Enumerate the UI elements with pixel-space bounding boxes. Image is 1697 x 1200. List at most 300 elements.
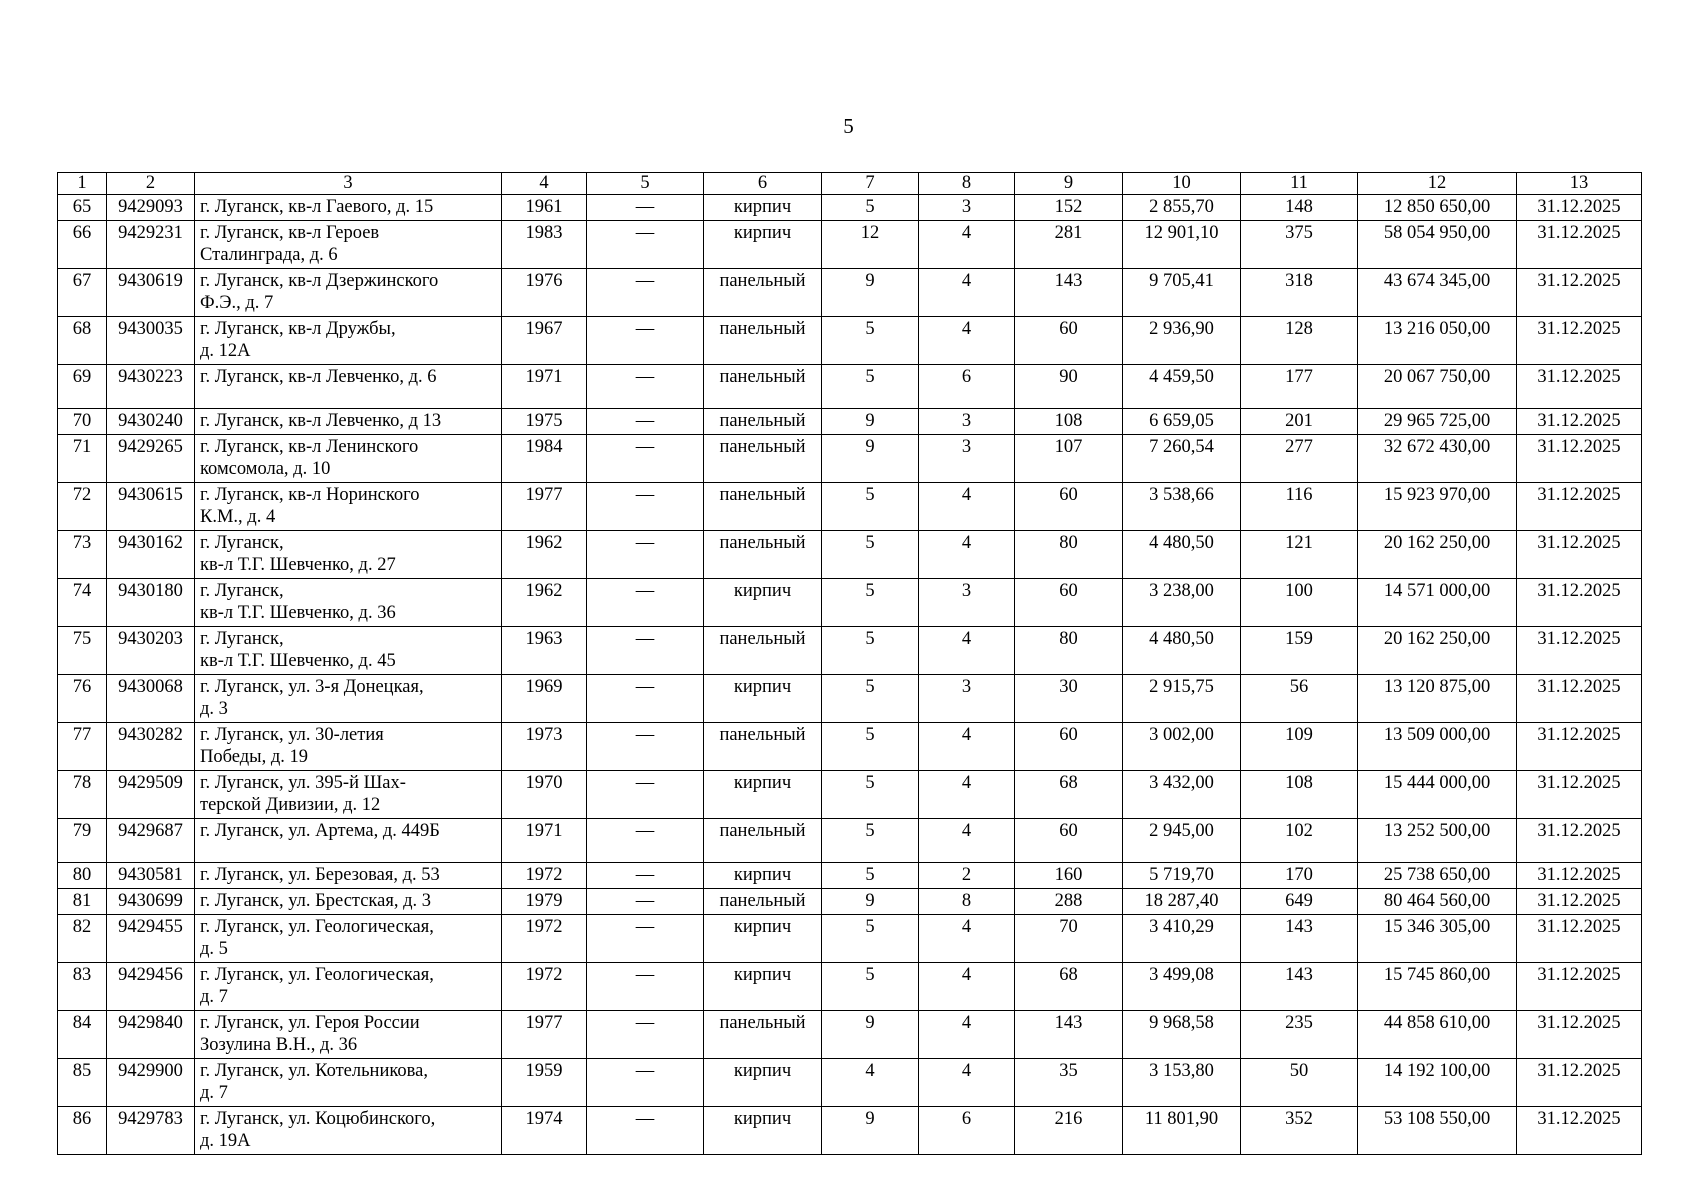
table-row (58, 1107, 1642, 1155)
cell-area: 4 459,50 (1123, 365, 1241, 409)
address-line: Ф.Э., д. 7 (200, 293, 274, 313)
cell-column-5: — (587, 435, 704, 483)
cell-address (195, 1107, 502, 1155)
cell-residents: 318 (1241, 269, 1358, 317)
cell-build-year: 1984 (502, 435, 587, 483)
table-row (58, 889, 1642, 915)
cell-area: 18 287,40 (1123, 889, 1241, 915)
table-row (58, 863, 1642, 889)
cell-cost: 13 252 500,00 (1358, 819, 1517, 863)
cell-floors: 5 (822, 483, 919, 531)
cell-floors: 9 (822, 435, 919, 483)
cell-apartments: 68 (1015, 963, 1123, 1011)
cell-row-number: 84 (58, 1011, 107, 1059)
address-line: г. Луганск, ул. 395-й Шах- (200, 773, 406, 793)
cell-cost: 44 858 610,00 (1358, 1011, 1517, 1059)
cell-cost: 15 745 860,00 (1358, 963, 1517, 1011)
cell-cost: 13 120 875,00 (1358, 675, 1517, 723)
cell-entrances: 4 (919, 483, 1015, 531)
table-row (58, 723, 1642, 771)
cell-build-year: 1976 (502, 269, 587, 317)
cell-address (195, 483, 502, 531)
cell-cost: 20 067 750,00 (1358, 365, 1517, 409)
cell-wall-material: кирпич (704, 915, 822, 963)
cell-area: 3 538,66 (1123, 483, 1241, 531)
cell-wall-material: панельный (704, 819, 822, 863)
address-line: Зозулина В.Н., д. 36 (200, 1035, 358, 1055)
column-header-1: 1 (58, 173, 107, 195)
cell-build-year: 1963 (502, 627, 587, 675)
cell-cost: 80 464 560,00 (1358, 889, 1517, 915)
cell-cost: 32 672 430,00 (1358, 435, 1517, 483)
cell-deadline: 31.12.2025 (1517, 1107, 1642, 1155)
cell-entrances: 4 (919, 531, 1015, 579)
cell-wall-material: кирпич (704, 221, 822, 269)
cell-deadline: 31.12.2025 (1517, 409, 1642, 435)
cell-wall-material: кирпич (704, 771, 822, 819)
cell-area: 7 260,54 (1123, 435, 1241, 483)
cell-column-5: — (587, 1059, 704, 1107)
cell-row-number: 69 (58, 365, 107, 409)
cell-wall-material: панельный (704, 483, 822, 531)
cell-residents: 177 (1241, 365, 1358, 409)
cell-address (195, 627, 502, 675)
cell-apartments: 90 (1015, 365, 1123, 409)
table-row (58, 675, 1642, 723)
cell-floors: 5 (822, 771, 919, 819)
cell-cost: 20 162 250,00 (1358, 627, 1517, 675)
address-line: г. Луганск, ул. Геологическая, (200, 965, 434, 985)
cell-cadastral-code: 9429093 (107, 195, 195, 221)
cell-address (195, 269, 502, 317)
cell-cost: 58 054 950,00 (1358, 221, 1517, 269)
cell-apartments: 70 (1015, 915, 1123, 963)
cell-deadline: 31.12.2025 (1517, 435, 1642, 483)
cell-cost: 43 674 345,00 (1358, 269, 1517, 317)
cell-wall-material: кирпич (704, 1107, 822, 1155)
cell-entrances: 3 (919, 579, 1015, 627)
cell-column-5: — (587, 863, 704, 889)
cell-column-5: — (587, 221, 704, 269)
cell-residents: 102 (1241, 819, 1358, 863)
cell-entrances: 6 (919, 1107, 1015, 1155)
cell-build-year: 1977 (502, 483, 587, 531)
column-header-7: 7 (822, 173, 919, 195)
cell-cadastral-code: 9430282 (107, 723, 195, 771)
cell-area: 12 901,10 (1123, 221, 1241, 269)
cell-residents: 235 (1241, 1011, 1358, 1059)
cell-apartments: 80 (1015, 531, 1123, 579)
cell-wall-material: кирпич (704, 1059, 822, 1107)
table-row (58, 365, 1642, 409)
cell-area: 2 936,90 (1123, 317, 1241, 365)
cell-column-5: — (587, 963, 704, 1011)
cell-residents: 148 (1241, 195, 1358, 221)
cell-area: 9 968,58 (1123, 1011, 1241, 1059)
cell-row-number: 73 (58, 531, 107, 579)
column-header-5: 5 (587, 173, 704, 195)
cell-row-number: 79 (58, 819, 107, 863)
cell-wall-material: панельный (704, 435, 822, 483)
address-line: г. Луганск, кв-л Героев (200, 223, 380, 243)
cell-residents: 109 (1241, 723, 1358, 771)
cell-apartments: 68 (1015, 771, 1123, 819)
cell-cadastral-code: 9429783 (107, 1107, 195, 1155)
table-row (58, 579, 1642, 627)
cell-area: 3 410,29 (1123, 915, 1241, 963)
cell-entrances: 3 (919, 409, 1015, 435)
address-line: г. Луганск, ул. Брестская, д. 3 (200, 891, 432, 911)
cell-residents: 50 (1241, 1059, 1358, 1107)
cell-column-5: — (587, 675, 704, 723)
cell-deadline: 31.12.2025 (1517, 819, 1642, 863)
cell-area: 2 915,75 (1123, 675, 1241, 723)
cell-deadline: 31.12.2025 (1517, 1011, 1642, 1059)
cell-deadline: 31.12.2025 (1517, 195, 1642, 221)
cell-address (195, 819, 502, 863)
cell-address (195, 1059, 502, 1107)
column-header-9: 9 (1015, 173, 1123, 195)
cell-wall-material: кирпич (704, 195, 822, 221)
cell-cadastral-code: 9429900 (107, 1059, 195, 1107)
cell-address (195, 317, 502, 365)
cell-area: 3 238,00 (1123, 579, 1241, 627)
address-line: г. Луганск, ул. Геологическая, (200, 917, 434, 937)
table-row (58, 1059, 1642, 1107)
cell-apartments: 80 (1015, 627, 1123, 675)
cell-wall-material: кирпич (704, 963, 822, 1011)
cell-deadline: 31.12.2025 (1517, 269, 1642, 317)
address-line: г. Луганск, ул. Котельникова, (200, 1061, 428, 1081)
address-line: г. Луганск, кв-л Дружбы, (200, 319, 396, 339)
cell-cost: 14 571 000,00 (1358, 579, 1517, 627)
column-header-6: 6 (704, 173, 822, 195)
table-row (58, 317, 1642, 365)
cell-address (195, 863, 502, 889)
address-line: д. 5 (200, 939, 228, 959)
address-line: кв-л Т.Г. Шевченко, д. 45 (200, 651, 396, 671)
column-header-12: 12 (1358, 173, 1517, 195)
cell-row-number: 72 (58, 483, 107, 531)
cell-area: 2 945,00 (1123, 819, 1241, 863)
address-line: г. Луганск, кв-л Левченко, д 13 (200, 411, 442, 431)
cell-wall-material: кирпич (704, 579, 822, 627)
cell-floors: 9 (822, 409, 919, 435)
cell-address (195, 723, 502, 771)
cell-build-year: 1974 (502, 1107, 587, 1155)
cell-row-number: 77 (58, 723, 107, 771)
cell-entrances: 8 (919, 889, 1015, 915)
cell-apartments: 152 (1015, 195, 1123, 221)
cell-column-5: — (587, 1107, 704, 1155)
cell-deadline: 31.12.2025 (1517, 579, 1642, 627)
cell-address (195, 195, 502, 221)
cell-cadastral-code: 9430619 (107, 269, 195, 317)
cell-residents: 649 (1241, 889, 1358, 915)
cell-cadastral-code: 9430068 (107, 675, 195, 723)
cell-residents: 201 (1241, 409, 1358, 435)
cell-row-number: 85 (58, 1059, 107, 1107)
cell-column-5: — (587, 1011, 704, 1059)
cell-residents: 116 (1241, 483, 1358, 531)
cell-cost: 15 346 305,00 (1358, 915, 1517, 963)
cell-column-5: — (587, 409, 704, 435)
cell-area: 5 719,70 (1123, 863, 1241, 889)
table-row (58, 409, 1642, 435)
cell-row-number: 66 (58, 221, 107, 269)
address-line: терской Дивизии, д. 12 (200, 795, 381, 815)
cell-entrances: 3 (919, 675, 1015, 723)
cell-column-5: — (587, 771, 704, 819)
cell-apartments: 143 (1015, 269, 1123, 317)
cell-cadastral-code: 9429456 (107, 963, 195, 1011)
cell-residents: 121 (1241, 531, 1358, 579)
cell-build-year: 1959 (502, 1059, 587, 1107)
cell-cadastral-code: 9430223 (107, 365, 195, 409)
buildings-table (57, 172, 1642, 1155)
cell-build-year: 1971 (502, 365, 587, 409)
table-row (58, 771, 1642, 819)
cell-deadline: 31.12.2025 (1517, 675, 1642, 723)
cell-floors: 5 (822, 195, 919, 221)
cell-entrances: 6 (919, 365, 1015, 409)
column-header-13: 13 (1517, 173, 1642, 195)
cell-area: 4 480,50 (1123, 531, 1241, 579)
cell-cadastral-code: 9430615 (107, 483, 195, 531)
cell-floors: 4 (822, 1059, 919, 1107)
cell-row-number: 83 (58, 963, 107, 1011)
cell-residents: 159 (1241, 627, 1358, 675)
cell-build-year: 1971 (502, 819, 587, 863)
cell-cadastral-code: 9429231 (107, 221, 195, 269)
cell-floors: 5 (822, 531, 919, 579)
cell-column-5: — (587, 627, 704, 675)
column-header-2: 2 (107, 173, 195, 195)
column-header-4: 4 (502, 173, 587, 195)
cell-column-5: — (587, 483, 704, 531)
table-row (58, 195, 1642, 221)
address-line: г. Луганск, ул. Артема, д. 449Б (200, 821, 440, 841)
cell-deadline: 31.12.2025 (1517, 483, 1642, 531)
cell-address (195, 915, 502, 963)
cell-cadastral-code: 9429687 (107, 819, 195, 863)
address-line: г. Луганск, ул. 3-я Донецкая, (200, 677, 424, 697)
address-line: д. 19А (200, 1131, 251, 1151)
cell-floors: 5 (822, 915, 919, 963)
cell-wall-material: панельный (704, 409, 822, 435)
address-line: г. Луганск, кв-л Гаевого, д. 15 (200, 197, 434, 217)
cell-residents: 100 (1241, 579, 1358, 627)
cell-entrances: 4 (919, 1059, 1015, 1107)
address-line: д. 12А (200, 341, 251, 361)
cell-floors: 5 (822, 317, 919, 365)
cell-row-number: 80 (58, 863, 107, 889)
cell-area: 2 855,70 (1123, 195, 1241, 221)
cell-apartments: 281 (1015, 221, 1123, 269)
cell-build-year: 1977 (502, 1011, 587, 1059)
cell-entrances: 4 (919, 317, 1015, 365)
cell-cost: 29 965 725,00 (1358, 409, 1517, 435)
cell-apartments: 60 (1015, 819, 1123, 863)
cell-cadastral-code: 9429509 (107, 771, 195, 819)
cell-row-number: 67 (58, 269, 107, 317)
cell-build-year: 1961 (502, 195, 587, 221)
cell-deadline: 31.12.2025 (1517, 771, 1642, 819)
cell-residents: 128 (1241, 317, 1358, 365)
cell-cost: 15 923 970,00 (1358, 483, 1517, 531)
table-row (58, 483, 1642, 531)
cell-address (195, 889, 502, 915)
cell-address (195, 435, 502, 483)
cell-area: 3 432,00 (1123, 771, 1241, 819)
cell-apartments: 143 (1015, 1011, 1123, 1059)
cell-floors: 9 (822, 889, 919, 915)
cell-column-5: — (587, 317, 704, 365)
cell-floors: 5 (822, 675, 919, 723)
cell-column-5: — (587, 889, 704, 915)
cell-entrances: 4 (919, 771, 1015, 819)
address-line: г. Луганск, (200, 581, 284, 601)
cell-deadline: 31.12.2025 (1517, 365, 1642, 409)
cell-floors: 5 (822, 627, 919, 675)
cell-build-year: 1979 (502, 889, 587, 915)
table-row (58, 269, 1642, 317)
cell-row-number: 71 (58, 435, 107, 483)
cell-address (195, 771, 502, 819)
cell-area: 4 480,50 (1123, 627, 1241, 675)
cell-residents: 56 (1241, 675, 1358, 723)
cell-cadastral-code: 9430180 (107, 579, 195, 627)
address-line: комсомола, д. 10 (200, 459, 331, 479)
cell-cadastral-code: 9430035 (107, 317, 195, 365)
cell-column-5: — (587, 195, 704, 221)
cell-entrances: 3 (919, 195, 1015, 221)
cell-entrances: 2 (919, 863, 1015, 889)
cell-build-year: 1962 (502, 579, 587, 627)
page-number: 5 (843, 114, 854, 138)
cell-address (195, 531, 502, 579)
cell-address (195, 579, 502, 627)
address-line: г. Луганск, ул. Коцюбинского, (200, 1109, 436, 1129)
address-line: г. Луганск, ул. 30-летия (200, 725, 384, 745)
cell-floors: 9 (822, 1011, 919, 1059)
cell-row-number: 75 (58, 627, 107, 675)
table-row (58, 221, 1642, 269)
address-line: кв-л Т.Г. Шевченко, д. 36 (200, 603, 396, 623)
cell-deadline: 31.12.2025 (1517, 221, 1642, 269)
cell-apartments: 108 (1015, 409, 1123, 435)
cell-cost: 20 162 250,00 (1358, 531, 1517, 579)
column-header-11: 11 (1241, 173, 1358, 195)
address-line: г. Луганск, кв-л Левченко, д. 6 (200, 367, 437, 387)
cell-row-number: 70 (58, 409, 107, 435)
address-line: г. Луганск, кв-л Норинского (200, 485, 420, 505)
address-line: г. Луганск, (200, 629, 284, 649)
cell-cadastral-code: 9429840 (107, 1011, 195, 1059)
address-line: д. 7 (200, 987, 228, 1007)
cell-build-year: 1969 (502, 675, 587, 723)
cell-column-5: — (587, 579, 704, 627)
table-row (58, 819, 1642, 863)
cell-residents: 143 (1241, 963, 1358, 1011)
cell-entrances: 3 (919, 435, 1015, 483)
cell-apartments: 288 (1015, 889, 1123, 915)
cell-residents: 108 (1241, 771, 1358, 819)
cell-area: 9 705,41 (1123, 269, 1241, 317)
address-line: г. Луганск, (200, 533, 284, 553)
cell-deadline: 31.12.2025 (1517, 317, 1642, 365)
table-row (58, 435, 1642, 483)
cell-area: 3 002,00 (1123, 723, 1241, 771)
table-row (58, 963, 1642, 1011)
cell-entrances: 4 (919, 819, 1015, 863)
table-row (58, 1011, 1642, 1059)
cell-build-year: 1975 (502, 409, 587, 435)
cell-wall-material: кирпич (704, 863, 822, 889)
table-row (58, 531, 1642, 579)
cell-apartments: 60 (1015, 483, 1123, 531)
cell-cadastral-code: 9429455 (107, 915, 195, 963)
cell-wall-material: панельный (704, 269, 822, 317)
cell-wall-material: панельный (704, 1011, 822, 1059)
cell-address (195, 365, 502, 409)
cell-floors: 9 (822, 1107, 919, 1155)
cell-deadline: 31.12.2025 (1517, 915, 1642, 963)
cell-build-year: 1973 (502, 723, 587, 771)
cell-deadline: 31.12.2025 (1517, 1059, 1642, 1107)
cell-build-year: 1972 (502, 915, 587, 963)
cell-residents: 170 (1241, 863, 1358, 889)
cell-row-number: 65 (58, 195, 107, 221)
cell-deadline: 31.12.2025 (1517, 889, 1642, 915)
cell-floors: 9 (822, 269, 919, 317)
cell-cost: 14 192 100,00 (1358, 1059, 1517, 1107)
cell-wall-material: панельный (704, 889, 822, 915)
address-line: г. Луганск, кв-л Дзержинского (200, 271, 439, 291)
cell-apartments: 30 (1015, 675, 1123, 723)
column-header-10: 10 (1123, 173, 1241, 195)
cell-deadline: 31.12.2025 (1517, 863, 1642, 889)
cell-build-year: 1972 (502, 863, 587, 889)
cell-floors: 12 (822, 221, 919, 269)
cell-entrances: 4 (919, 915, 1015, 963)
cell-row-number: 68 (58, 317, 107, 365)
cell-entrances: 4 (919, 963, 1015, 1011)
cell-residents: 375 (1241, 221, 1358, 269)
cell-floors: 5 (822, 863, 919, 889)
cell-apartments: 60 (1015, 723, 1123, 771)
cell-cost: 12 850 650,00 (1358, 195, 1517, 221)
cell-wall-material: панельный (704, 723, 822, 771)
cell-wall-material: панельный (704, 531, 822, 579)
cell-entrances: 4 (919, 269, 1015, 317)
table-row (58, 627, 1642, 675)
cell-cost: 53 108 550,00 (1358, 1107, 1517, 1155)
cell-cadastral-code: 9430162 (107, 531, 195, 579)
address-line: Сталинграда, д. 6 (200, 245, 338, 265)
cell-column-5: — (587, 723, 704, 771)
cell-area: 11 801,90 (1123, 1107, 1241, 1155)
cell-wall-material: кирпич (704, 675, 822, 723)
cell-floors: 5 (822, 963, 919, 1011)
table-body (58, 173, 1642, 1155)
cell-entrances: 4 (919, 723, 1015, 771)
cell-residents: 352 (1241, 1107, 1358, 1155)
cell-apartments: 216 (1015, 1107, 1123, 1155)
cell-row-number: 86 (58, 1107, 107, 1155)
cell-deadline: 31.12.2025 (1517, 627, 1642, 675)
cell-cost: 15 444 000,00 (1358, 771, 1517, 819)
